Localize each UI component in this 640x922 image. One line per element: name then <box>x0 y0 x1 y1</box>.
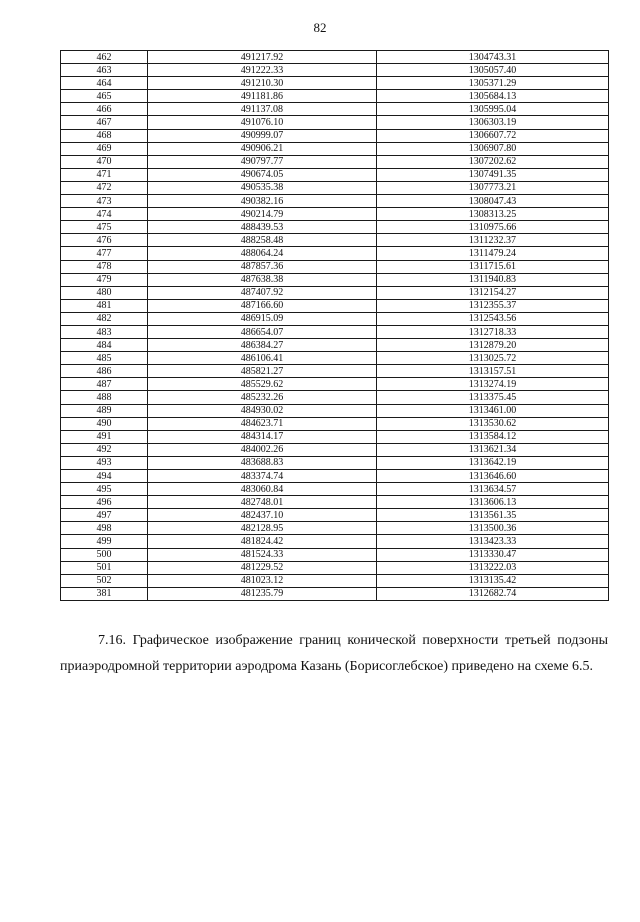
x-coordinate-cell: 481524.33 <box>148 548 377 561</box>
point-number-cell: 484 <box>61 339 148 352</box>
table-row <box>61 103 609 116</box>
table-row <box>61 470 609 483</box>
point-number-cell: 381 <box>61 587 148 600</box>
x-coordinate-cell: 488064.24 <box>148 247 377 260</box>
y-coordinate-cell: 1313135.42 <box>377 574 609 587</box>
y-coordinate-cell: 1313025.72 <box>377 352 609 365</box>
x-coordinate-cell: 491217.92 <box>148 51 377 64</box>
point-number-cell: 488 <box>61 391 148 404</box>
x-coordinate-cell: 488258.48 <box>148 234 377 247</box>
y-coordinate-cell: 1313423.33 <box>377 535 609 548</box>
table-row <box>61 587 609 600</box>
y-coordinate-cell: 1305995.04 <box>377 103 609 116</box>
x-coordinate-cell: 491181.86 <box>148 90 377 103</box>
table-row <box>61 561 609 574</box>
coordinates-table-body <box>61 51 609 601</box>
table-row <box>61 548 609 561</box>
y-coordinate-cell: 1313606.13 <box>377 496 609 509</box>
y-coordinate-cell: 1313561.35 <box>377 509 609 522</box>
x-coordinate-cell: 486654.07 <box>148 325 377 338</box>
table-row <box>61 155 609 168</box>
point-number-cell: 466 <box>61 103 148 116</box>
y-coordinate-cell: 1305684.13 <box>377 90 609 103</box>
y-coordinate-cell: 1312718.33 <box>377 325 609 338</box>
point-number-cell: 482 <box>61 312 148 325</box>
point-number-cell: 473 <box>61 195 148 208</box>
point-number-cell: 485 <box>61 352 148 365</box>
x-coordinate-cell: 490797.77 <box>148 155 377 168</box>
point-number-cell: 490 <box>61 417 148 430</box>
table-row <box>61 391 609 404</box>
point-number-cell: 463 <box>61 64 148 77</box>
point-number-cell: 476 <box>61 234 148 247</box>
table-row <box>61 181 609 194</box>
point-number-cell: 493 <box>61 456 148 469</box>
y-coordinate-cell: 1305371.29 <box>377 77 609 90</box>
y-coordinate-cell: 1311232.37 <box>377 234 609 247</box>
y-coordinate-cell: 1313530.62 <box>377 417 609 430</box>
x-coordinate-cell: 488439.53 <box>148 221 377 234</box>
point-number-cell: 464 <box>61 77 148 90</box>
table-row <box>61 365 609 378</box>
point-number-cell: 496 <box>61 496 148 509</box>
table-row <box>61 299 609 312</box>
x-coordinate-cell: 490382.16 <box>148 195 377 208</box>
table-row <box>61 286 609 299</box>
table-row <box>61 234 609 247</box>
x-coordinate-cell: 487857.36 <box>148 260 377 273</box>
table-row <box>61 456 609 469</box>
point-number-cell: 478 <box>61 260 148 273</box>
x-coordinate-cell: 486384.27 <box>148 339 377 352</box>
point-number-cell: 498 <box>61 522 148 535</box>
point-number-cell: 469 <box>61 142 148 155</box>
point-number-cell: 471 <box>61 168 148 181</box>
x-coordinate-cell: 483688.83 <box>148 456 377 469</box>
table-row <box>61 129 609 142</box>
y-coordinate-cell: 1313646.60 <box>377 470 609 483</box>
x-coordinate-cell: 483374.74 <box>148 470 377 483</box>
x-coordinate-cell: 487638.38 <box>148 273 377 286</box>
y-coordinate-cell: 1306607.72 <box>377 129 609 142</box>
y-coordinate-cell: 1307202.62 <box>377 155 609 168</box>
point-number-cell: 475 <box>61 221 148 234</box>
table-row <box>61 168 609 181</box>
x-coordinate-cell: 485821.27 <box>148 365 377 378</box>
table-row <box>61 443 609 456</box>
table-row <box>61 208 609 221</box>
y-coordinate-cell: 1313461.00 <box>377 404 609 417</box>
table-row <box>61 339 609 352</box>
x-coordinate-cell: 490214.79 <box>148 208 377 221</box>
y-coordinate-cell: 1307773.21 <box>377 181 609 194</box>
table-row <box>61 496 609 509</box>
y-coordinate-cell: 1304743.31 <box>377 51 609 64</box>
y-coordinate-cell: 1313274.19 <box>377 378 609 391</box>
x-coordinate-cell: 481229.52 <box>148 561 377 574</box>
x-coordinate-cell: 482748.01 <box>148 496 377 509</box>
point-number-cell: 492 <box>61 443 148 456</box>
x-coordinate-cell: 491210.30 <box>148 77 377 90</box>
y-coordinate-cell: 1313222.03 <box>377 561 609 574</box>
point-number-cell: 491 <box>61 430 148 443</box>
table-row <box>61 574 609 587</box>
x-coordinate-cell: 487166.60 <box>148 299 377 312</box>
x-coordinate-cell: 487407.92 <box>148 286 377 299</box>
y-coordinate-cell: 1306303.19 <box>377 116 609 129</box>
x-coordinate-cell: 481023.12 <box>148 574 377 587</box>
y-coordinate-cell: 1305057.40 <box>377 64 609 77</box>
table-row <box>61 404 609 417</box>
point-number-cell: 487 <box>61 378 148 391</box>
point-number-cell: 470 <box>61 155 148 168</box>
table-row <box>61 522 609 535</box>
y-coordinate-cell: 1313642.19 <box>377 456 609 469</box>
section-paragraph: 7.16. Графическое изображение границ конической поверхности третьей подзоны приаэродромной территории аэродрома Казань (Борисоглебское) приведено на схеме 6.5. <box>60 633 608 674</box>
table-row <box>61 51 609 64</box>
y-coordinate-cell: 1311940.83 <box>377 273 609 286</box>
table-row <box>61 247 609 260</box>
point-number-cell: 495 <box>61 483 148 496</box>
x-coordinate-cell: 491222.33 <box>148 64 377 77</box>
x-coordinate-cell: 484930.02 <box>148 404 377 417</box>
point-number-cell: 499 <box>61 535 148 548</box>
table-row <box>61 90 609 103</box>
x-coordinate-cell: 491076.10 <box>148 116 377 129</box>
x-coordinate-cell: 483060.84 <box>148 483 377 496</box>
y-coordinate-cell: 1308313.25 <box>377 208 609 221</box>
x-coordinate-cell: 484314.17 <box>148 430 377 443</box>
x-coordinate-cell: 486915.09 <box>148 312 377 325</box>
point-number-cell: 479 <box>61 273 148 286</box>
y-coordinate-cell: 1313621.34 <box>377 443 609 456</box>
point-number-cell: 468 <box>61 129 148 142</box>
y-coordinate-cell: 1311715.61 <box>377 260 609 273</box>
coordinates-table <box>60 50 609 601</box>
y-coordinate-cell: 1313634.57 <box>377 483 609 496</box>
x-coordinate-cell: 490906.21 <box>148 142 377 155</box>
y-coordinate-cell: 1313500.36 <box>377 522 609 535</box>
y-coordinate-cell: 1312682.74 <box>377 587 609 600</box>
table-row <box>61 64 609 77</box>
x-coordinate-cell: 482128.95 <box>148 522 377 535</box>
point-number-cell: 467 <box>61 116 148 129</box>
table-row <box>61 77 609 90</box>
x-coordinate-cell: 490999.07 <box>148 129 377 142</box>
table-row <box>61 273 609 286</box>
point-number-cell: 472 <box>61 181 148 194</box>
point-number-cell: 474 <box>61 208 148 221</box>
y-coordinate-cell: 1310975.66 <box>377 221 609 234</box>
table-row <box>61 221 609 234</box>
table-row <box>61 509 609 522</box>
y-coordinate-cell: 1308047.43 <box>377 195 609 208</box>
table-row <box>61 535 609 548</box>
y-coordinate-cell: 1312879.20 <box>377 339 609 352</box>
table-row <box>61 195 609 208</box>
point-number-cell: 465 <box>61 90 148 103</box>
point-number-cell: 500 <box>61 548 148 561</box>
point-number-cell: 480 <box>61 286 148 299</box>
y-coordinate-cell: 1312543.56 <box>377 312 609 325</box>
point-number-cell: 486 <box>61 365 148 378</box>
table-row <box>61 430 609 443</box>
y-coordinate-cell: 1306907.80 <box>377 142 609 155</box>
table-row <box>61 116 609 129</box>
y-coordinate-cell: 1307491.35 <box>377 168 609 181</box>
table-row <box>61 312 609 325</box>
point-number-cell: 481 <box>61 299 148 312</box>
y-coordinate-cell: 1313330.47 <box>377 548 609 561</box>
y-coordinate-cell: 1311479.24 <box>377 247 609 260</box>
x-coordinate-cell: 481824.42 <box>148 535 377 548</box>
x-coordinate-cell: 486106.41 <box>148 352 377 365</box>
point-number-cell: 494 <box>61 470 148 483</box>
page-number: 82 <box>313 20 327 35</box>
x-coordinate-cell: 482437.10 <box>148 509 377 522</box>
table-row <box>61 378 609 391</box>
point-number-cell: 462 <box>61 51 148 64</box>
table-row <box>61 325 609 338</box>
x-coordinate-cell: 491137.08 <box>148 103 377 116</box>
point-number-cell: 501 <box>61 561 148 574</box>
y-coordinate-cell: 1313584.12 <box>377 430 609 443</box>
y-coordinate-cell: 1313157.51 <box>377 365 609 378</box>
x-coordinate-cell: 485529.62 <box>148 378 377 391</box>
y-coordinate-cell: 1313375.45 <box>377 391 609 404</box>
point-number-cell: 477 <box>61 247 148 260</box>
point-number-cell: 497 <box>61 509 148 522</box>
x-coordinate-cell: 484002.26 <box>148 443 377 456</box>
x-coordinate-cell: 485232.26 <box>148 391 377 404</box>
x-coordinate-cell: 490674.05 <box>148 168 377 181</box>
y-coordinate-cell: 1312154.27 <box>377 286 609 299</box>
table-row <box>61 352 609 365</box>
x-coordinate-cell: 481235.79 <box>148 587 377 600</box>
table-row <box>61 417 609 430</box>
table-row <box>61 142 609 155</box>
table-row <box>61 260 609 273</box>
x-coordinate-cell: 484623.71 <box>148 417 377 430</box>
point-number-cell: 502 <box>61 574 148 587</box>
point-number-cell: 483 <box>61 325 148 338</box>
table-row <box>61 483 609 496</box>
point-number-cell: 489 <box>61 404 148 417</box>
y-coordinate-cell: 1312355.37 <box>377 299 609 312</box>
x-coordinate-cell: 490535.38 <box>148 181 377 194</box>
